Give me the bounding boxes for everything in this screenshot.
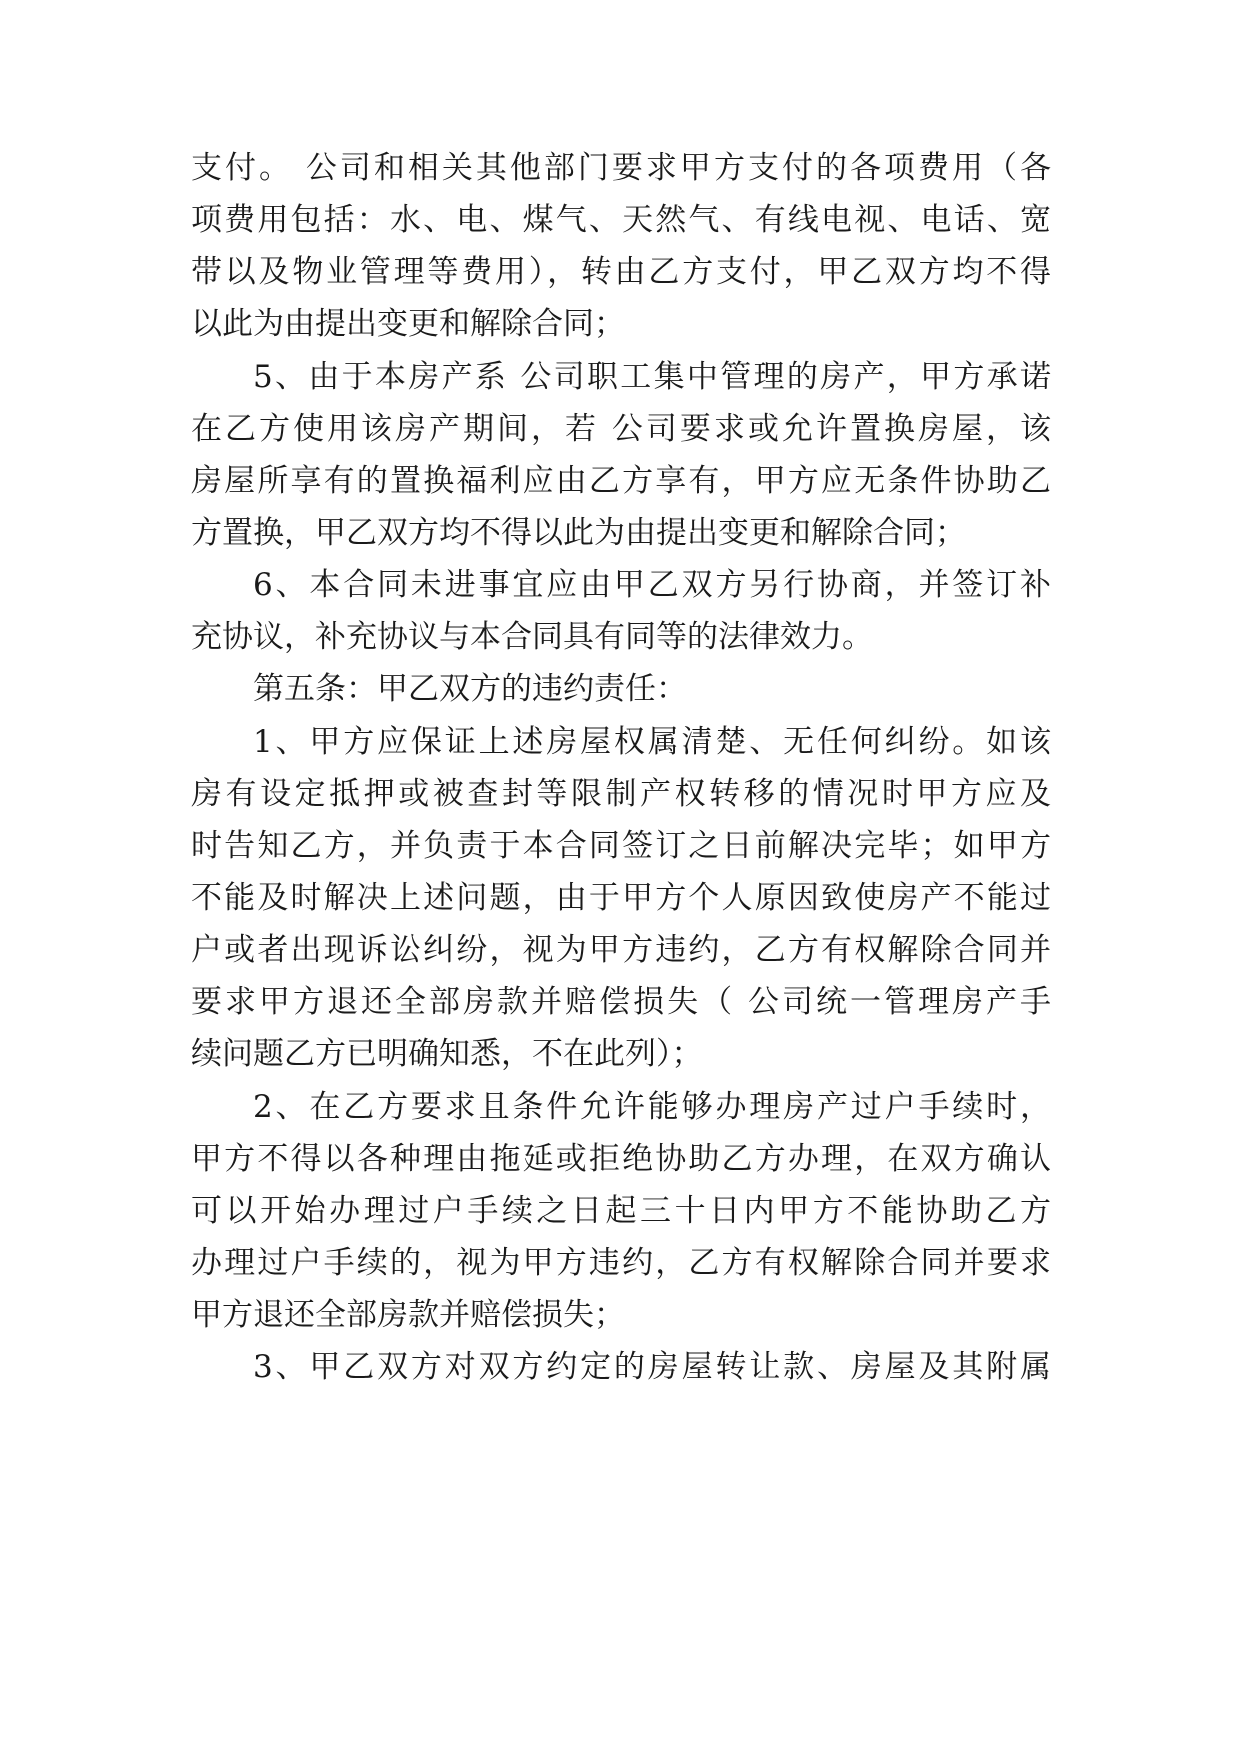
paragraph-start-line: 6、本合同未进事宜应由甲乙双方另行协商，并签订补: [253, 567, 1051, 603]
text-line: 房有设定抵押或被查封等限制产权转移的情况时甲方应及: [191, 776, 1051, 812]
text-line: 办理过户手续的，视为甲方违约，乙方有权解除合同并要求: [191, 1245, 1051, 1281]
text-line: 不能及时解决上述问题，由于甲方个人原因致使房产不能过: [191, 880, 1051, 916]
text-line: 续问题乙方已明确知悉，不在此列）；: [191, 1036, 703, 1072]
text-line: 以此为由提出变更和解除合同；: [191, 306, 625, 342]
text-line: 方置换，甲乙双方均不得以此为由提出变更和解除合同；: [191, 515, 966, 551]
text-line: 时告知乙方，并负责于本合同签订之日前解决完毕；如甲方: [191, 828, 1051, 864]
text-line: 支付。 公司和相关其他部门要求甲方支付的各项费用（各: [191, 150, 1051, 186]
paragraph-start-line: 2、在乙方要求且条件允许能够办理房产过户手续时，: [253, 1089, 1051, 1125]
text-line: 可以开始办理过户手续之日起三十日内甲方不能协助乙方: [191, 1193, 1051, 1229]
text-line: 甲方退还全部房款并赔偿损失；: [191, 1297, 625, 1333]
paragraph-start-line: 5、由于本房产系 公司职工集中管理的房产，甲方承诺: [253, 359, 1051, 395]
paragraph-start-line: 1、甲方应保证上述房屋权属清楚、无任何纠纷。如该: [253, 724, 1051, 760]
text-line: 充协议，补充协议与本合同具有同等的法律效力。: [191, 619, 873, 655]
text-line: 要求甲方退还全部房款并赔偿损失（ 公司统一管理房产手: [191, 984, 1051, 1020]
text-line: 甲方不得以各种理由拖延或拒绝协助乙方办理，在双方确认: [191, 1141, 1051, 1177]
text-line: 项费用包括：水、电、煤气、天然气、有线电视、电话、宽: [191, 202, 1051, 238]
paragraph-start-line: 3、甲乙双方对双方约定的房屋转让款、房屋及其附属: [253, 1349, 1051, 1385]
text-line: 带以及物业管理等费用），转由乙方支付，甲乙双方均不得: [191, 254, 1051, 290]
text-line: 在乙方使用该房产期间，若 公司要求或允许置换房屋，该: [191, 411, 1051, 447]
text-line: 户或者出现诉讼纠纷，视为甲方违约，乙方有权解除合同并: [191, 932, 1051, 968]
text-line: 房屋所享有的置换福利应由乙方享有，甲方应无条件协助乙: [191, 463, 1051, 499]
section-heading: 第五条：甲乙双方的违约责任：: [253, 671, 687, 707]
